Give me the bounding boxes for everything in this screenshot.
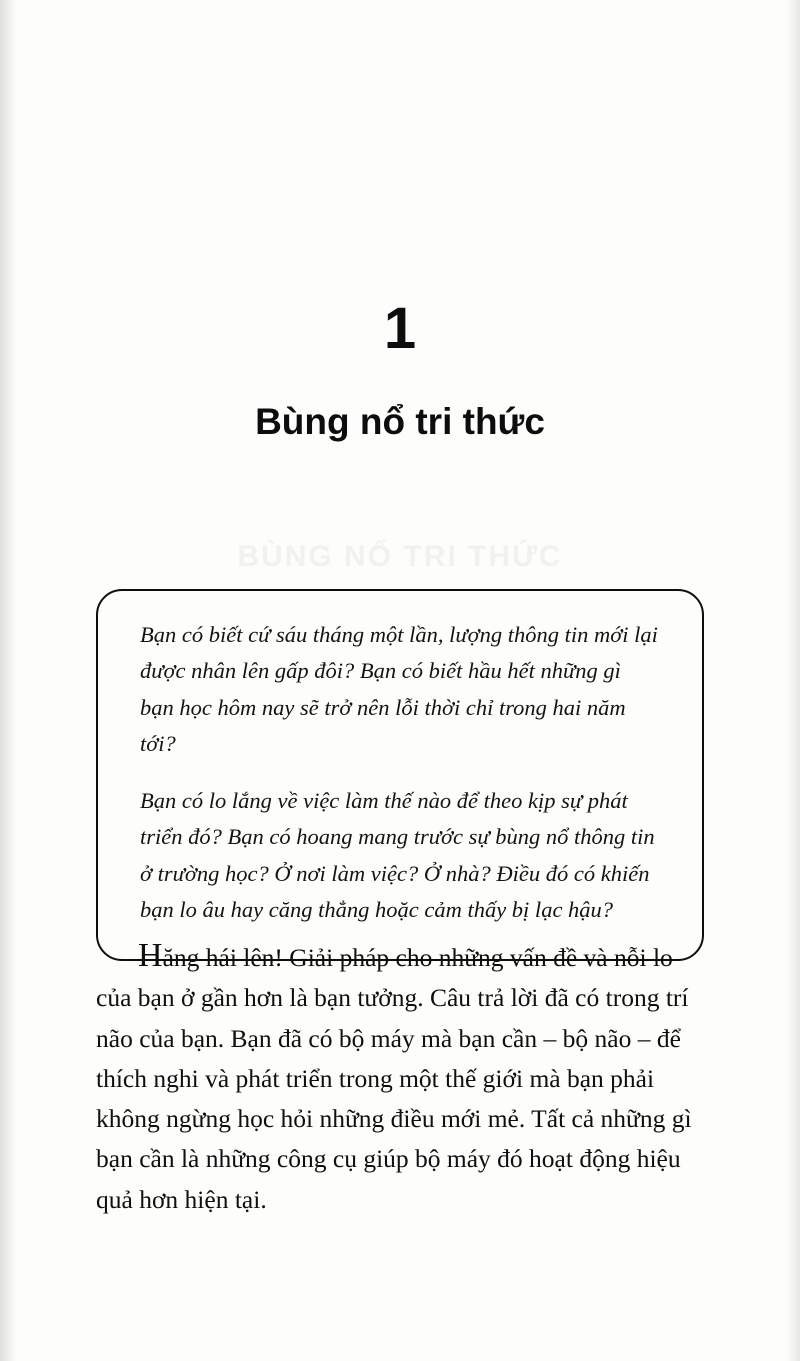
drop-cap: H bbox=[138, 937, 163, 974]
body-paragraph-1 bbox=[96, 938, 708, 1220]
callout-box bbox=[96, 589, 704, 961]
chapter-title: Bùng nổ tri thức bbox=[255, 401, 545, 442]
callout-paragraph-1: Bạn có biết cứ sáu tháng một lần, lượng thông tin mới lại được nhân lên gấp đôi? Bạn có biết hầu hết những gì bạn học hôm nay sẽ trở nên lỗi thời chỉ trong hai năm tới? bbox=[140, 622, 658, 757]
body-paragraph-1-text: ăng hái lên! Giải pháp cho những vấn đề và nỗi lo của bạn ở gần hơn là bạn tưởng. Câu trả lời đã có trong trí não của bạn. Bạn đã có bộ máy mà bạn cần – bộ não – để thích nghi và phát triển trong một thế giới mà bạn phải không ngừng học hỏi những điều mới mẻ. Tất cả những gì bạn cần là những công cụ giúp bộ máy đó hoạt động hiệu quả hơn hiện tại. bbox=[96, 943, 692, 1214]
chapter-number: 1 bbox=[383, 296, 417, 361]
callout-paragraph-2: Bạn có lo lắng về việc làm thế nào để theo kịp sự phát triển đó? Bạn có hoang mang trước sự bùng nổ thông tin ở trường học? Ở nơi làm việc? Ở nhà? Điều đó có khiến bạn lo âu hay căng thẳng hoặc cảm thấy bị lạc hậu? bbox=[140, 787, 655, 923]
page-edge-shadow-left bbox=[0, 0, 16, 1361]
body-text bbox=[96, 938, 708, 1220]
bleed-through-text: BÙNG NỔ TRI THỨC bbox=[237, 540, 563, 573]
page-edge-shadow-right bbox=[786, 0, 800, 1361]
